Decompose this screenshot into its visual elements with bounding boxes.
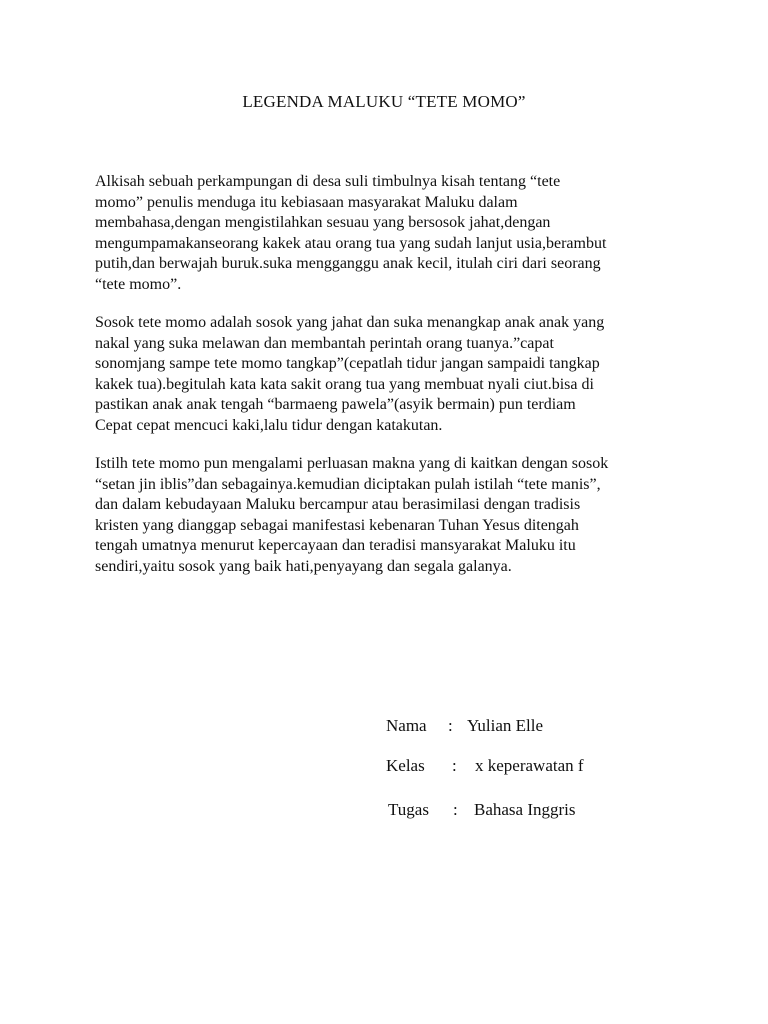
text-line: mengumpamakanseorang kakek atau orang tua yang sudah lanjut usia,berambut <box>95 234 607 252</box>
text-line: Istilh tete momo pun mengalami perluasan makna yang di kaitkan dengan sosok <box>95 455 609 472</box>
text-line: “tete momo”. <box>95 275 182 293</box>
info-value: x keperawatan f <box>475 756 584 775</box>
info-colon: : <box>453 800 458 819</box>
text-line: “setan jin iblis”dan sebagainya.kemudian diciptakan pulah istilah “tete manis”, <box>95 475 601 493</box>
text-line: membahasa,dengan mengistilahkan sesuau yang bersosok jahat,dengan <box>95 214 551 231</box>
info-colon: : <box>452 756 457 775</box>
text-line: sonomjang sampe tete momo tangkap”(cepatlah tidur jangan sampaidi tangkap <box>95 355 600 372</box>
text-line: pastikan anak anak tengah “barmaeng pawela”(asyik bermain) pun terdiam <box>95 396 576 413</box>
text-line: Sosok tete momo adalah sosok yang jahat dan suka menangkap anak anak yang <box>95 314 605 331</box>
paragraph-2 <box>95 313 685 436</box>
text-line: Alkisah sebuah perkampungan di desa suli timbulnya kisah tentang “tete <box>95 173 561 190</box>
text-line: putih,dan berwajah buruk.suka mengganggu anak kecil, itulah ciri dari seorang <box>95 255 601 272</box>
paragraph-1 <box>95 172 685 295</box>
paragraph-3 <box>95 454 685 577</box>
info-colon: : <box>448 716 453 735</box>
document-body <box>95 172 685 595</box>
text-line: momo” penulis menduga itu kebiasaan masyarakat Maluku dalam <box>95 193 518 211</box>
text-line: kakek tua).begitulah kata kata sakit orang tua yang membuat nyali ciut.bisa di <box>95 375 594 393</box>
text-line: dan dalam kebudayaan Maluku bercampur atau berasimilasi dengan tradisis <box>95 496 581 513</box>
info-value: Yulian Elle <box>467 716 544 735</box>
text-line: sendiri,yaitu sosok yang baik hati,penyayang dan segala galanya. <box>95 557 512 575</box>
text-line: kristen yang dianggap sebagai manifestasi kebenaran Tuhan Yesus ditengah <box>95 516 579 534</box>
info-label: Kelas <box>386 756 425 775</box>
text-line: Cepat cepat mencuci kaki,lalu tidur dengan katakutan. <box>95 416 443 434</box>
text-line: nakal yang suka melawan dan membantah perintah orang tuanya.”capat <box>95 334 554 352</box>
text-line: tengah umatnya menurut kepercayaan dan teradisi mansyarakat Maluku itu <box>95 537 576 554</box>
info-value: Bahasa Inggris <box>474 800 576 819</box>
document-title: LEGENDA MALUKU “TETE MOMO” <box>242 92 526 111</box>
info-label: Nama <box>386 716 427 735</box>
info-label: Tugas <box>388 800 429 819</box>
